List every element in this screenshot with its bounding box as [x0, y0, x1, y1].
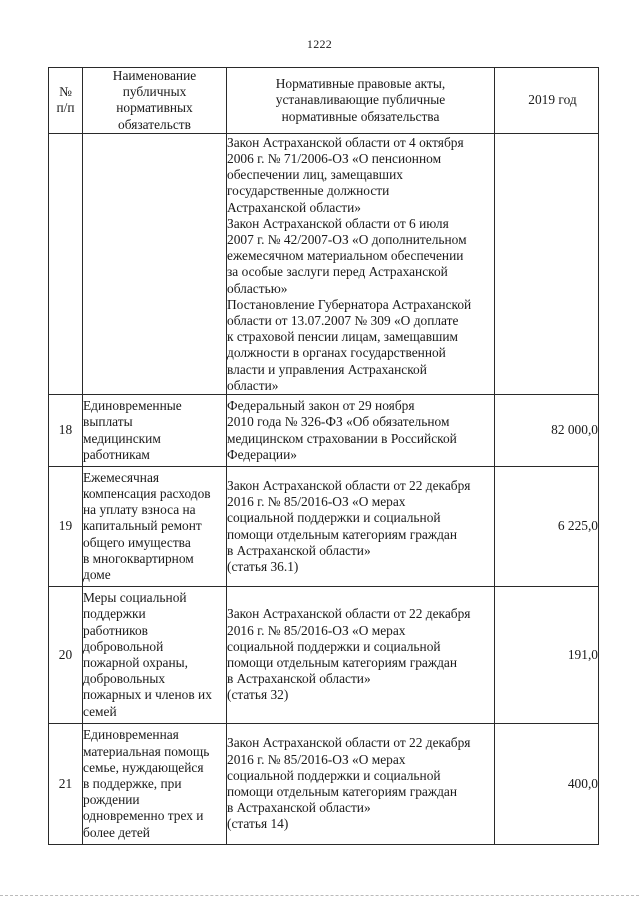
- row-number: 19: [49, 467, 83, 587]
- header-obligation-name: Наименование публичных нормативных обязательств: [83, 68, 227, 134]
- header-number: № п/п: [49, 68, 83, 134]
- row-obligation-name: Меры социальной поддержки работников добровольной пожарной охраны, добровольных пожарных и членов их семей: [83, 587, 227, 724]
- page-number: 1222: [306, 37, 333, 51]
- row-obligation-name: Единовременная материальная помощь семье, нуждающейся в поддержке, при рождении одновременно трех и более детей: [83, 724, 227, 845]
- row-number: [49, 133, 83, 394]
- row-legal-acts: Закон Астраханской области от 22 декабря 2016 г. № 85/2016-ОЗ «О мерах социальной поддержки и социальной помощи отдельным категориям граждан в Астраханской области» (статья 14): [227, 724, 495, 845]
- row-obligation-name: Единовременные выплаты медицинским работникам: [83, 395, 227, 467]
- header-year-label: 2019 год: [528, 92, 577, 108]
- row-amount: 400,0: [495, 724, 599, 845]
- table-row: [49, 587, 599, 724]
- row-amount: 82 000,0: [495, 395, 599, 467]
- scan-edge-divider: [0, 895, 639, 896]
- table-row: [49, 467, 599, 587]
- header-year: [495, 68, 599, 134]
- row-amount: [495, 133, 599, 394]
- row-legal-acts: Закон Астраханской области от 22 декабря 2016 г. № 85/2016-ОЗ «О мерах социальной поддержки и социальной помощи отдельным категориям граждан в Астраханской области» (статья 36.1): [227, 467, 495, 587]
- header-row: [49, 68, 599, 134]
- row-legal-acts: Закон Астраханской области от 4 октября 2006 г. № 71/2006-ОЗ «О пенсионном обеспечении лиц, замещавших государственные должности Астраханской области» Закон Астраханской области от 6 июля 2007 г. № 42/2007-ОЗ «О дополнительном ежемесячном материальном обеспечении за особые заслуги перед Астраханской областью» Постановление Губернатора Астраханской области от 13.07.2007 № 309 «О доплате к страховой пенсии лицам, замещавшим должности в органах государственной власти и управления Астраханской области»: [227, 133, 495, 394]
- header-legal-acts: Нормативные правовые акты, устанавливающие публичные нормативные обязательства: [227, 68, 495, 134]
- row-number: 20: [49, 587, 83, 724]
- row-number: 18: [49, 395, 83, 467]
- obligations-table: [48, 67, 599, 845]
- table-row: [49, 395, 599, 467]
- table-row: [49, 724, 599, 845]
- row-amount: 191,0: [495, 587, 599, 724]
- row-obligation-name: Ежемесячная компенсация расходов на уплату взноса на капитальный ремонт общего имущества в многоквартирном доме: [83, 467, 227, 587]
- row-legal-acts: Закон Астраханской области от 22 декабря 2016 г. № 85/2016-ОЗ «О мерах социальной поддержки и социальной помощи отдельным категориям граждан в Астраханской области» (статья 32): [227, 587, 495, 724]
- table-row: [49, 133, 599, 394]
- row-amount: 6 225,0: [495, 467, 599, 587]
- row-legal-acts: Федеральный закон от 29 ноября 2010 года № 326-ФЗ «Об обязательном медицинском страховании в Российской Федерации»: [227, 395, 495, 467]
- row-obligation-name: [83, 133, 227, 394]
- row-number: 21: [49, 724, 83, 845]
